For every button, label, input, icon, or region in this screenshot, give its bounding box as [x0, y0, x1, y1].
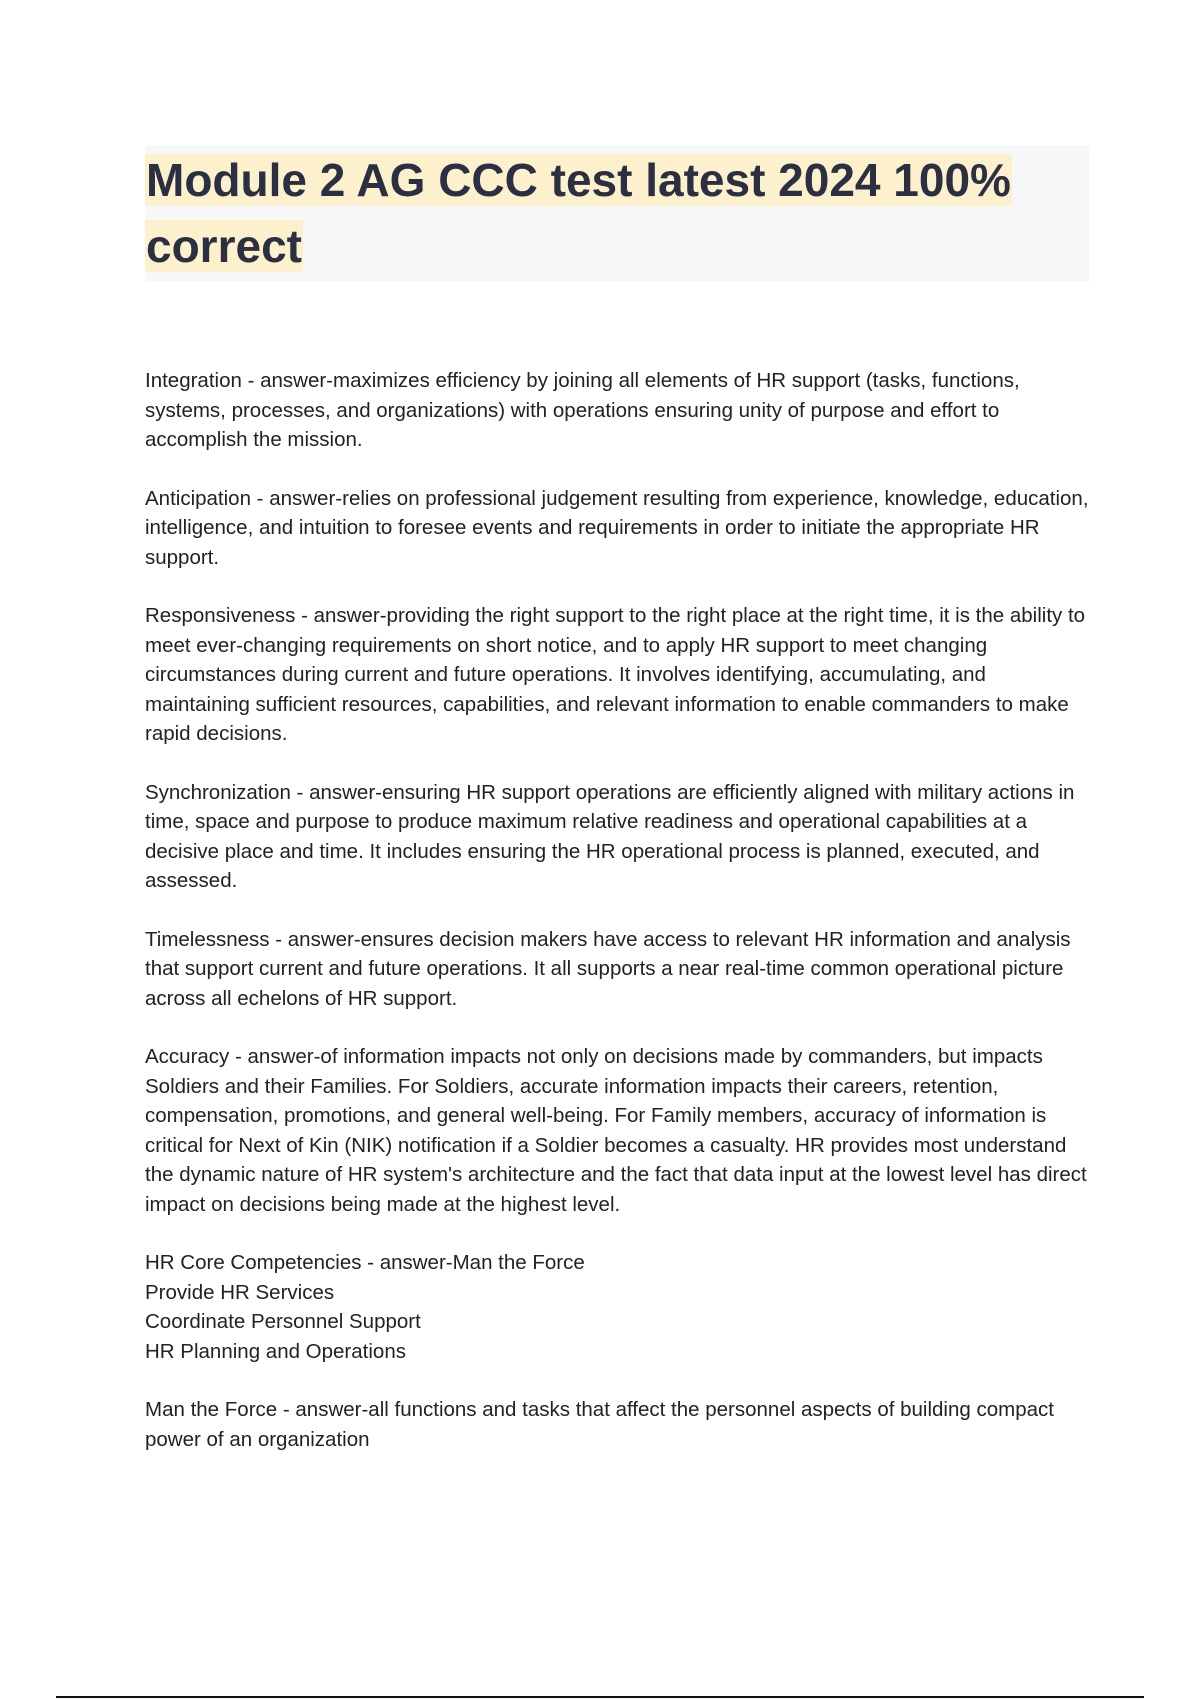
qa-entry-accuracy: Accuracy - answer-of information impacts not only on decisions made by commanders, but impacts Soldiers and their Families. For Soldiers, accurate information impacts their careers, retention, compensation, promotions, and general well-being. For Family members, accuracy of information is critical for Next of Kin (NIK) notification if a Soldier becomes a casualty. HR provides most understand the dynamic nature of HR system's architecture and the fact that data input at the lowest level has direct impact on decisions being made at the highest level.	[145, 1045, 1087, 1216]
footer-divider	[56, 1696, 1144, 1698]
core-competencies-line: Coordinate Personnel Support	[145, 1310, 421, 1333]
qa-entry-responsiveness: Responsiveness - answer-providing the right support to the right place at the right time, it is the ability to meet ever-changing requirements on short notice, and to apply HR support to meet changing circumstances during current and future operations. It involves identifying, accumulating, and maintaining sufficient resources, capabilities, and relevant information to enable commanders to make rapid decisions.	[145, 604, 1086, 745]
document-title	[145, 147, 1089, 279]
qa-entry-man-the-force: Man the Force - answer-all functions and tasks that affect the personnel aspects of building compact power of an organization	[145, 1398, 1054, 1451]
title-highlight: Module 2 AG CCC test latest 2024 100% correct	[146, 154, 1011, 272]
title-block	[145, 145, 1089, 281]
qa-entry-core-competencies	[145, 1248, 1095, 1366]
core-competencies-line: Provide HR Services	[145, 1280, 335, 1304]
document-body	[145, 366, 1095, 1483]
qa-entry-anticipation: Anticipation - answer-relies on professional judgement resulting from experience, knowledge, education, intelligence, and intuition to foresee events and requirements in order to initiate the appropriate HR support.	[145, 486, 1089, 569]
qa-entry-timelessness: Timelessness - answer-ensures decision makers have access to relevant HR information and analysis that support current and future operations. It all supports a near real-time common operational picture across all echelons of HR support.	[145, 927, 1071, 1010]
qa-entry-integration: Integration - answer-maximizes efficiency by joining all elements of HR support (tasks, functions, systems, processes, and organizations) with operations ensuring unity of purpose and effort to accomplish the mission.	[145, 369, 1020, 451]
core-competencies-line: HR Planning and Operations	[145, 1339, 406, 1363]
core-competencies-line: HR Core Competencies - answer-Man the Force	[145, 1251, 585, 1274]
qa-entry-synchronization: Synchronization - answer-ensuring HR support operations are efficiently aligned with military actions in time, space and purpose to produce maximum relative readiness and operational capabilities at a decisive place and time. It includes ensuring the HR operational process is planned, executed, and assessed.	[145, 780, 1075, 892]
